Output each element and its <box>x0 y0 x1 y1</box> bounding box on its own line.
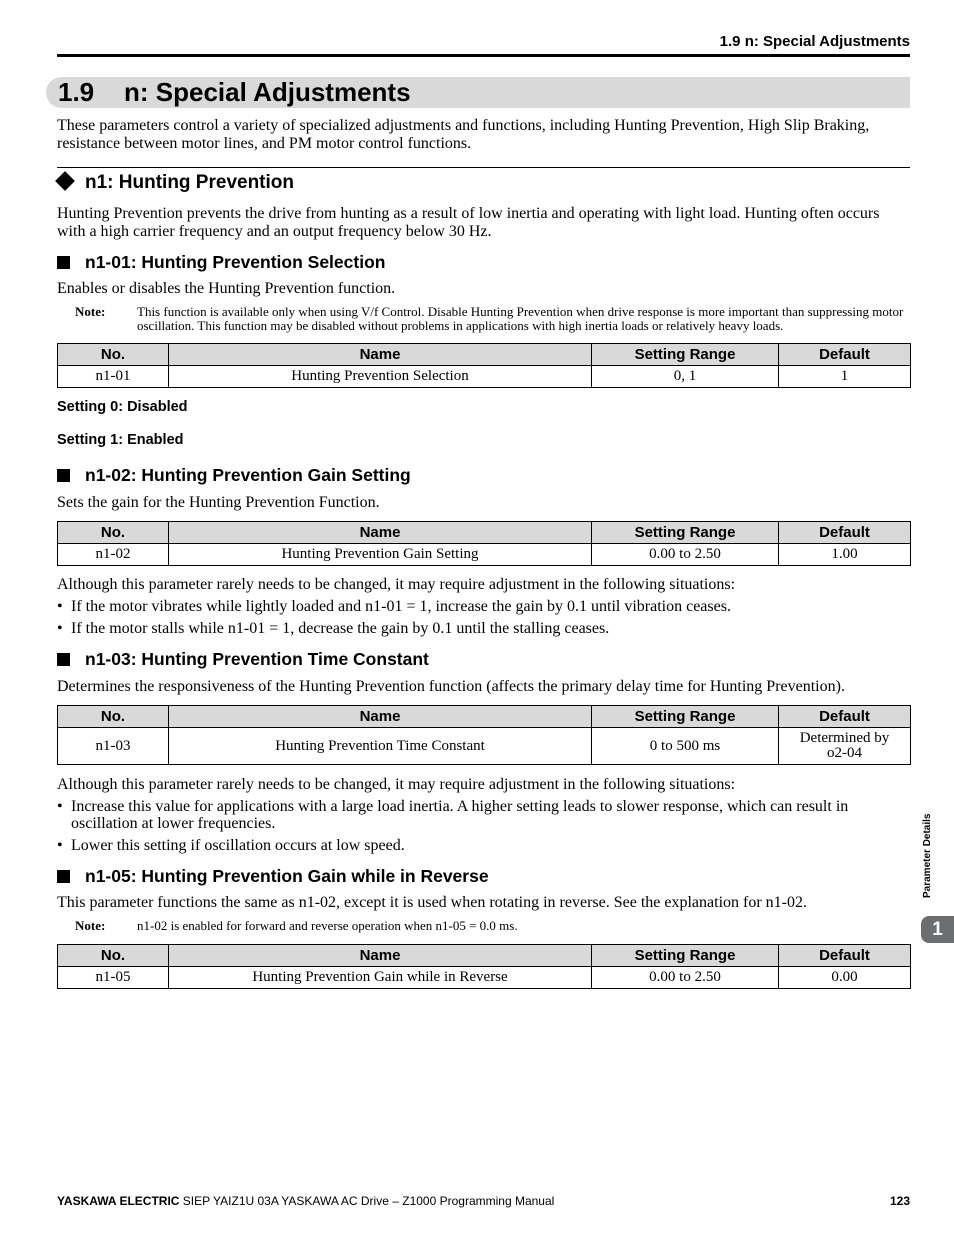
n1-03-heading-text: n1-03: Hunting Prevention Time Constant <box>85 649 429 669</box>
n1-01-description: Enables or disables the Hunting Prevention function. <box>57 280 396 297</box>
n1-02-after-text: Although this parameter rarely needs to be changed, it may require adjustment in the following situations: <box>57 576 736 593</box>
col-header-default: Default <box>779 945 911 967</box>
n1-02-heading <box>57 465 411 486</box>
n1-03-after-text: Although this parameter rarely needs to be changed, it may require adjustment in the following situations: <box>57 776 736 793</box>
n1-02-parameter-table <box>57 521 911 566</box>
cell-range: 0.00 to 2.50 <box>592 967 779 989</box>
header-rule <box>57 54 910 57</box>
table-row <box>58 366 911 388</box>
bullet-icon: • <box>57 598 63 615</box>
note-label: Note: <box>75 304 106 319</box>
table-header-row <box>58 706 911 728</box>
col-header-no: No. <box>58 945 169 967</box>
cell-no: n1-02 <box>58 544 169 566</box>
diamond-icon <box>55 171 75 191</box>
list-item-text: Increase this value for applications with a large load inertia. A higher setting leads to slower response, which can result in oscillation at lower frequencies. <box>71 798 849 832</box>
running-head: 1.9 n: Special Adjustments <box>719 33 910 50</box>
cell-name: Hunting Prevention Gain Setting <box>169 544 592 566</box>
note-text: This function is available only when using V/f Control. Disable Hunting Prevention when drive response is more important than suppressing motor oscillation. This function may be disabled without problems in applications with high inertia loads or relatively heavy loads. <box>137 304 904 333</box>
n1-02-heading-text: n1-02: Hunting Prevention Gain Setting <box>85 465 411 485</box>
footer <box>57 1194 554 1208</box>
n1-05-heading <box>57 866 489 887</box>
n1-01-heading-text: n1-01: Hunting Prevention Selection <box>85 252 386 272</box>
cell-no: n1-03 <box>58 728 169 765</box>
col-header-name: Name <box>169 344 592 366</box>
col-header-name: Name <box>169 945 592 967</box>
square-bullet-icon <box>57 870 70 883</box>
col-header-default: Default <box>779 522 911 544</box>
col-header-range: Setting Range <box>592 522 779 544</box>
cell-default: 0.00 <box>779 967 911 989</box>
square-bullet-icon <box>57 256 70 269</box>
cell-name: Hunting Prevention Selection <box>169 366 592 388</box>
square-bullet-icon <box>57 653 70 666</box>
n1-03-description: Determines the responsiveness of the Hunting Prevention function (affects the primary delay time for Hunting Prevention). <box>57 678 845 695</box>
table-row <box>58 544 911 566</box>
table-header-row <box>58 344 911 366</box>
page-number: 123 <box>889 1194 910 1208</box>
n1-description: Hunting Prevention prevents the drive from hunting as a result of low inertia and operating with light load. Hunting often occurs with a high carrier frequency and an output frequency below 30 Hz. <box>57 205 880 240</box>
footer-text: SIEP YAIZ1U 03A YASKAWA AC Drive – Z1000 Programming Manual <box>179 1194 555 1208</box>
cell-range: 0, 1 <box>592 366 779 388</box>
col-header-default: Default <box>779 706 911 728</box>
bullet-icon: • <box>57 620 63 637</box>
bullet-icon: • <box>57 837 63 854</box>
n1-01-heading <box>57 252 385 273</box>
n1-01-parameter-table <box>57 343 911 388</box>
n1-05-parameter-table <box>57 944 911 989</box>
col-header-no: No. <box>58 706 169 728</box>
table-header-row <box>58 522 911 544</box>
side-section-label: Parameter Details <box>922 813 933 898</box>
n1-03-heading <box>57 649 429 670</box>
n1-heading-text: n1: Hunting Prevention <box>85 172 294 193</box>
setting-1-heading: Setting 1: Enabled <box>57 432 184 448</box>
n1-05-heading-text: n1-05: Hunting Prevention Gain while in Reverse <box>85 866 489 886</box>
cell-name: Hunting Prevention Gain while in Reverse <box>169 967 592 989</box>
cell-range: 0 to 500 ms <box>592 728 779 765</box>
section-intro: These parameters control a variety of specialized adjustments and functions, including Hunting Prevention, High Slip Braking, resistance between motor lines, and PM motor control functions. <box>57 117 870 152</box>
col-header-name: Name <box>169 522 592 544</box>
divider-rule <box>57 167 910 168</box>
list-item-text: If the motor vibrates while lightly loaded and n1-01 = 1, increase the gain by 0.1 until vibration ceases. <box>71 598 731 615</box>
cell-no: n1-01 <box>58 366 169 388</box>
cell-default-line2: o2-04 <box>827 745 862 761</box>
cell-range: 0.00 to 2.50 <box>592 544 779 566</box>
cell-default-line1: Determined by <box>799 730 890 746</box>
chapter-tab-badge: 1 <box>921 916 954 943</box>
section-title <box>58 77 411 108</box>
table-header-row <box>58 945 911 967</box>
note-label: Note: <box>75 918 106 933</box>
table-row <box>58 967 911 989</box>
note-text: n1-02 is enabled for forward and reverse operation when n1-05 = 0.0 ms. <box>137 918 518 933</box>
cell-default: 1 <box>779 366 911 388</box>
col-header-range: Setting Range <box>592 945 779 967</box>
footer-brand: YASKAWA ELECTRIC <box>57 1194 180 1208</box>
col-header-default: Default <box>779 344 911 366</box>
n1-03-parameter-table <box>57 705 911 765</box>
cell-default: 1.00 <box>779 544 911 566</box>
col-header-no: No. <box>58 344 169 366</box>
col-header-no: No. <box>58 522 169 544</box>
section-title-text: n: Special Adjustments <box>124 77 411 107</box>
cell-no: n1-05 <box>58 967 169 989</box>
cell-name: Hunting Prevention Time Constant <box>169 728 592 765</box>
cell-default <box>779 728 911 765</box>
list-item-text: If the motor stalls while n1-01 = 1, decrease the gain by 0.1 until the stalling ceases. <box>71 620 610 637</box>
n1-02-description: Sets the gain for the Hunting Prevention Function. <box>57 494 380 511</box>
square-bullet-icon <box>57 469 70 482</box>
col-header-range: Setting Range <box>592 344 779 366</box>
section-number: 1.9 <box>58 77 95 107</box>
bullet-icon: • <box>57 798 63 815</box>
col-header-name: Name <box>169 706 592 728</box>
col-header-range: Setting Range <box>592 706 779 728</box>
n1-05-description: This parameter functions the same as n1-02, except it is used when rotating in reverse. See the explanation for n1-02. <box>57 894 807 911</box>
n1-heading <box>55 172 294 194</box>
list-item-text: Lower this setting if oscillation occurs at low speed. <box>71 837 405 854</box>
table-row <box>58 728 911 765</box>
setting-0-heading: Setting 0: Disabled <box>57 399 188 415</box>
